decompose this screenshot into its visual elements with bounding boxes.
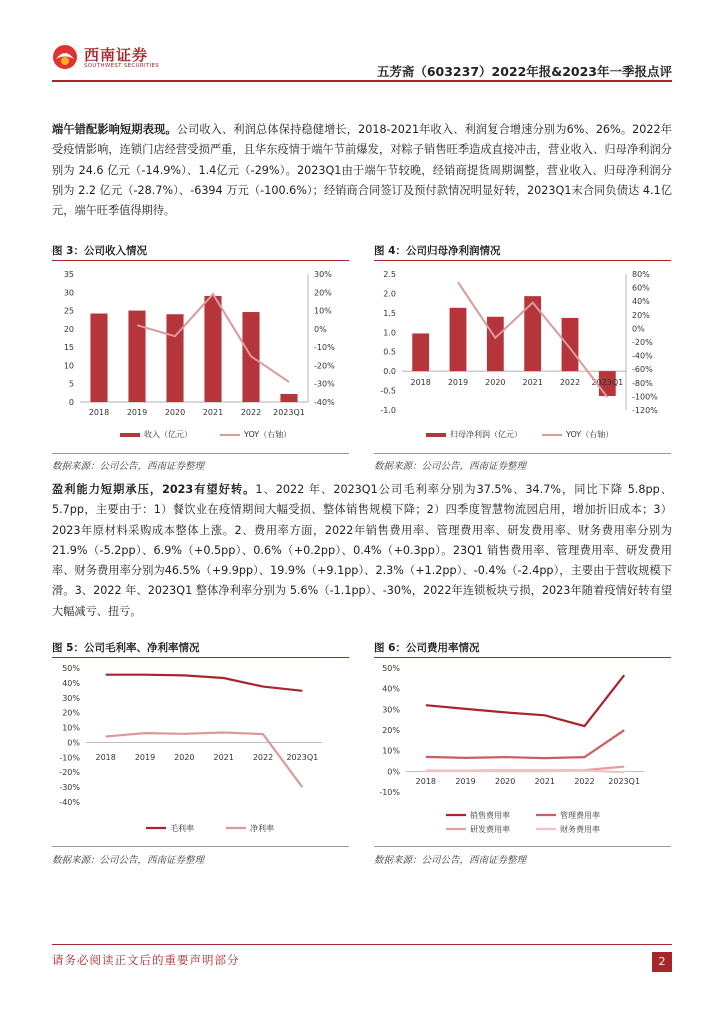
paragraph-1-body: 公司收入、利润总体保持稳健增长，2018-2021年收入、利润复合增速分别为6%、26%。2022年受疫情影响，连锁门店经营受损严重，且华东疫情于端午节前爆发，对粽子销售旺季造成直接冲击，营业收入、归母净利润分别为 24.6 亿元（-14.9%）、1.4亿元（-29%）。2023Q1由于端午节较晚，经销商提货周期调整，营业收入、归母净利润分别为 2.2 亿元（-28.7%）、-6394 万元（-100.6%）；经销商合同签订及预付款情况明显好转，2023Q1末合同负债达 4.1亿元，端午旺季值得期待。 bbox=[52, 123, 672, 218]
series-line bbox=[426, 675, 624, 726]
y-axis-tick-label: 0% bbox=[387, 767, 400, 777]
x-axis-tick-label: 2018 bbox=[88, 408, 110, 417]
right-axis-tick-label: 30% bbox=[314, 270, 332, 279]
paragraph-2-lead: 盈利能力短期承压，2023有望好转。 bbox=[52, 483, 256, 496]
y-axis-tick-label: 30% bbox=[382, 705, 400, 715]
figure-6-bottom-rule bbox=[374, 846, 671, 847]
right-axis-tick-label: -100% bbox=[632, 392, 658, 402]
company-logo bbox=[52, 42, 202, 74]
x-axis-tick-label: 2023Q1 bbox=[591, 378, 624, 387]
figure-3-bottom-rule bbox=[52, 453, 349, 454]
x-axis-tick-label: 2018 bbox=[410, 378, 431, 387]
y-axis-tick-label: 40% bbox=[62, 678, 80, 688]
figure-5-bottom-rule bbox=[52, 846, 349, 847]
figure-6-svg bbox=[374, 660, 671, 843]
legend-label: 研发费用率 bbox=[470, 825, 510, 834]
figure-4-chart bbox=[374, 264, 671, 450]
y-axis-tick-label: -10% bbox=[59, 753, 80, 763]
right-axis-tick-label: 0% bbox=[632, 324, 645, 334]
report-title: 五芳斋（603237）2022年报&2023年一季报点评 bbox=[376, 64, 672, 79]
left-axis-tick-label: 1.0 bbox=[383, 328, 396, 338]
series-line bbox=[106, 675, 303, 691]
left-axis-tick-label: 2.0 bbox=[383, 289, 396, 299]
y-axis-tick-label: 30% bbox=[62, 693, 80, 703]
figure-3-svg bbox=[52, 264, 349, 450]
bar bbox=[204, 296, 221, 402]
x-axis-tick-label: 2020 bbox=[164, 408, 186, 417]
x-axis-tick-label: 2020 bbox=[174, 753, 195, 762]
x-axis-tick-label: 2019 bbox=[455, 777, 476, 786]
figure-6-top-rule bbox=[374, 657, 671, 658]
figure-5-svg bbox=[52, 660, 349, 843]
right-axis-tick-label: -40% bbox=[632, 351, 653, 361]
footer-notice: 请务必阅读正文后的重要声明部分 bbox=[52, 953, 240, 967]
right-axis-tick-label: 0% bbox=[314, 324, 327, 334]
left-axis-tick-label: -1.0 bbox=[380, 406, 396, 415]
figure-3-chart bbox=[52, 264, 349, 450]
page-number: 2 bbox=[652, 952, 672, 972]
figure-5-chart bbox=[52, 660, 349, 843]
figure-6-caption: 图 6：公司费用率情况 bbox=[374, 642, 480, 654]
y-axis-tick-label: 10% bbox=[62, 723, 80, 733]
bar bbox=[280, 394, 297, 402]
y-axis-tick-label: 20% bbox=[382, 726, 400, 735]
figure-4-source: 数据来源：公司公告，西南证券整理 bbox=[374, 461, 527, 472]
right-axis-tick-label: 10% bbox=[314, 306, 332, 316]
series-line bbox=[426, 771, 624, 773]
right-axis-tick-label: -120% bbox=[632, 406, 658, 415]
x-axis-tick-label: 2022 bbox=[559, 378, 581, 387]
paragraph-2 bbox=[52, 480, 672, 622]
x-axis-tick-label: 2019 bbox=[126, 408, 148, 417]
figure-5-caption: 图 5：公司毛利率、净利率情况 bbox=[52, 642, 200, 654]
x-axis-tick-label: 2021 bbox=[202, 408, 224, 417]
logo-english-name: SOUTHWEST SECURITIES bbox=[84, 63, 160, 69]
figure-5-top-rule bbox=[52, 657, 349, 658]
legend-label: 财务费用率 bbox=[560, 825, 600, 834]
legend-bar-swatch bbox=[426, 433, 446, 437]
legend-bar-swatch bbox=[120, 433, 140, 437]
header-divider bbox=[52, 80, 672, 82]
figure-4-bottom-rule bbox=[374, 453, 671, 454]
figure-4-svg bbox=[374, 264, 671, 450]
y-axis-tick-label: 40% bbox=[382, 684, 400, 694]
y-axis-tick-label: -10% bbox=[379, 788, 400, 797]
bar bbox=[90, 313, 107, 402]
y-axis-tick-label: -40% bbox=[59, 798, 80, 807]
legend-line-label: YOY（右轴） bbox=[244, 430, 292, 439]
footer-divider bbox=[52, 944, 672, 945]
right-axis-tick-label: 60% bbox=[632, 283, 650, 293]
figure-4-caption: 图 4：公司归母净利润情况 bbox=[374, 245, 501, 257]
legend-bar-label: 收入（亿元） bbox=[144, 430, 192, 439]
x-axis-tick-label: 2020 bbox=[494, 777, 516, 786]
x-axis-tick-label: 2022 bbox=[574, 777, 595, 786]
right-axis-tick-label: -80% bbox=[632, 378, 653, 388]
x-axis-tick-label: 2018 bbox=[415, 777, 437, 786]
figure-6-source: 数据来源：公司公告，西南证券整理 bbox=[374, 855, 527, 866]
x-axis-tick-label: 2023Q1 bbox=[286, 753, 319, 762]
logo-chinese-name: 西南证券 bbox=[84, 46, 149, 64]
x-axis-tick-label: 2021 bbox=[522, 378, 543, 387]
left-axis-tick-label: 35 bbox=[63, 270, 74, 279]
right-axis-tick-label: -20% bbox=[632, 338, 653, 347]
left-axis-tick-label: 30 bbox=[63, 288, 74, 298]
left-axis-tick-label: 0.5 bbox=[383, 347, 396, 357]
paragraph-1-lead: 端午错配影响短期表现。 bbox=[52, 123, 177, 136]
right-axis-tick-label: -60% bbox=[632, 365, 653, 375]
legend-label: 毛利率 bbox=[170, 824, 194, 833]
x-axis-tick-label: 2018 bbox=[95, 753, 116, 762]
figure-3-top-rule bbox=[52, 260, 349, 261]
bar bbox=[562, 318, 579, 371]
right-axis-tick-label: 20% bbox=[632, 310, 650, 320]
legend-label: 管理费用率 bbox=[560, 811, 600, 820]
x-axis-tick-label: 2022 bbox=[252, 753, 274, 762]
figure-4-top-rule bbox=[374, 260, 671, 261]
bar bbox=[450, 308, 467, 371]
series-line bbox=[426, 730, 624, 758]
paragraph-2-body: 1、2022 年、2023Q1公司毛利率分别为37.5%、34.7%，同比下降 5.8pp、5.7pp，主要由于：1）餐饮业在疫情期间大幅受损、整体销售规模下降；2）四季度智慧物流园启用，增加折旧成本；3）2023年原材料采购成本整体上涨。2、费用率方面，2022年销售费用率、管理费用率、研发费用率、财务费用率分别为21.9%（-5.2pp）、6.9%（+0.5pp）、0.6%（+0.2pp）、0.4%（+0.3pp）。23Q1 销售费用率、管理费用率、研发费用率、财务费用率分别为46.5%（+9.9pp）、19.9%（+9.1pp）、2.3%（+1.2pp）、-0.4%（-2.4pp），主要由于营收规模下滑。3、2022 年、2023Q1 整体净利率分别为 5.6%（-1.1pp）、-30%，2022年连锁板块亏损，2023年随着疫情好转有望大幅减亏、扭亏。 bbox=[52, 483, 672, 618]
right-axis-tick-label: -20% bbox=[314, 361, 335, 371]
x-axis-tick-label: 2023Q1 bbox=[273, 408, 305, 417]
bar bbox=[487, 317, 504, 371]
y-axis-tick-label: 0% bbox=[67, 738, 80, 748]
figure-6-chart bbox=[374, 660, 671, 843]
y-axis-tick-label: 20% bbox=[62, 708, 80, 718]
legend-label: 销售费用率 bbox=[470, 811, 510, 820]
bar bbox=[128, 311, 145, 402]
y-axis-tick-label: 50% bbox=[382, 664, 400, 673]
left-axis-tick-label: 25 bbox=[63, 306, 74, 316]
y-axis-tick-label: -20% bbox=[59, 768, 80, 778]
left-axis-tick-label: 5 bbox=[68, 379, 74, 389]
left-axis-tick-label: 20 bbox=[63, 324, 74, 334]
right-axis-tick-label: 40% bbox=[632, 297, 650, 307]
left-axis-tick-label: 0 bbox=[68, 398, 74, 407]
x-axis-tick-label: 2023Q1 bbox=[608, 777, 641, 786]
x-axis-tick-label: 2019 bbox=[134, 753, 156, 762]
y-axis-tick-label: 10% bbox=[382, 746, 400, 756]
right-axis-tick-label: 20% bbox=[314, 288, 332, 298]
right-axis-tick-label: 80% bbox=[632, 270, 650, 279]
y-axis-tick-label: -30% bbox=[59, 783, 80, 793]
bar bbox=[412, 333, 429, 371]
x-axis-tick-label: 2019 bbox=[447, 378, 469, 387]
left-axis-tick-label: -0.5 bbox=[380, 386, 396, 396]
legend-label: 净利率 bbox=[250, 824, 274, 833]
left-axis-tick-label: 1.5 bbox=[383, 308, 396, 318]
right-axis-tick-label: -30% bbox=[314, 379, 335, 389]
logo-emblem-icon bbox=[52, 44, 78, 70]
figure-3-source: 数据来源：公司公告，西南证券整理 bbox=[52, 461, 205, 472]
left-axis-tick-label: 10 bbox=[63, 361, 74, 371]
x-axis-tick-label: 2020 bbox=[485, 378, 506, 387]
x-axis-tick-label: 2022 bbox=[240, 408, 262, 417]
figure-3-caption: 图 3：公司收入情况 bbox=[52, 245, 147, 257]
left-axis-tick-label: 2.5 bbox=[383, 270, 396, 279]
left-axis-tick-label: 15 bbox=[63, 343, 74, 353]
y-axis-tick-label: 50% bbox=[62, 664, 80, 673]
left-axis-tick-label: 0.0 bbox=[383, 367, 396, 377]
right-axis-tick-label: -10% bbox=[314, 343, 335, 353]
x-axis-tick-label: 2021 bbox=[534, 777, 556, 786]
bar bbox=[166, 314, 183, 402]
legend-bar-label: 归母净利润（亿元） bbox=[450, 430, 522, 439]
legend-line-label: YOY（右轴） bbox=[566, 430, 614, 439]
paragraph-1 bbox=[52, 120, 672, 221]
x-axis-tick-label: 2021 bbox=[213, 753, 234, 762]
right-axis-tick-label: -40% bbox=[314, 398, 335, 407]
figure-5-source: 数据来源：公司公告，西南证券整理 bbox=[52, 855, 205, 866]
